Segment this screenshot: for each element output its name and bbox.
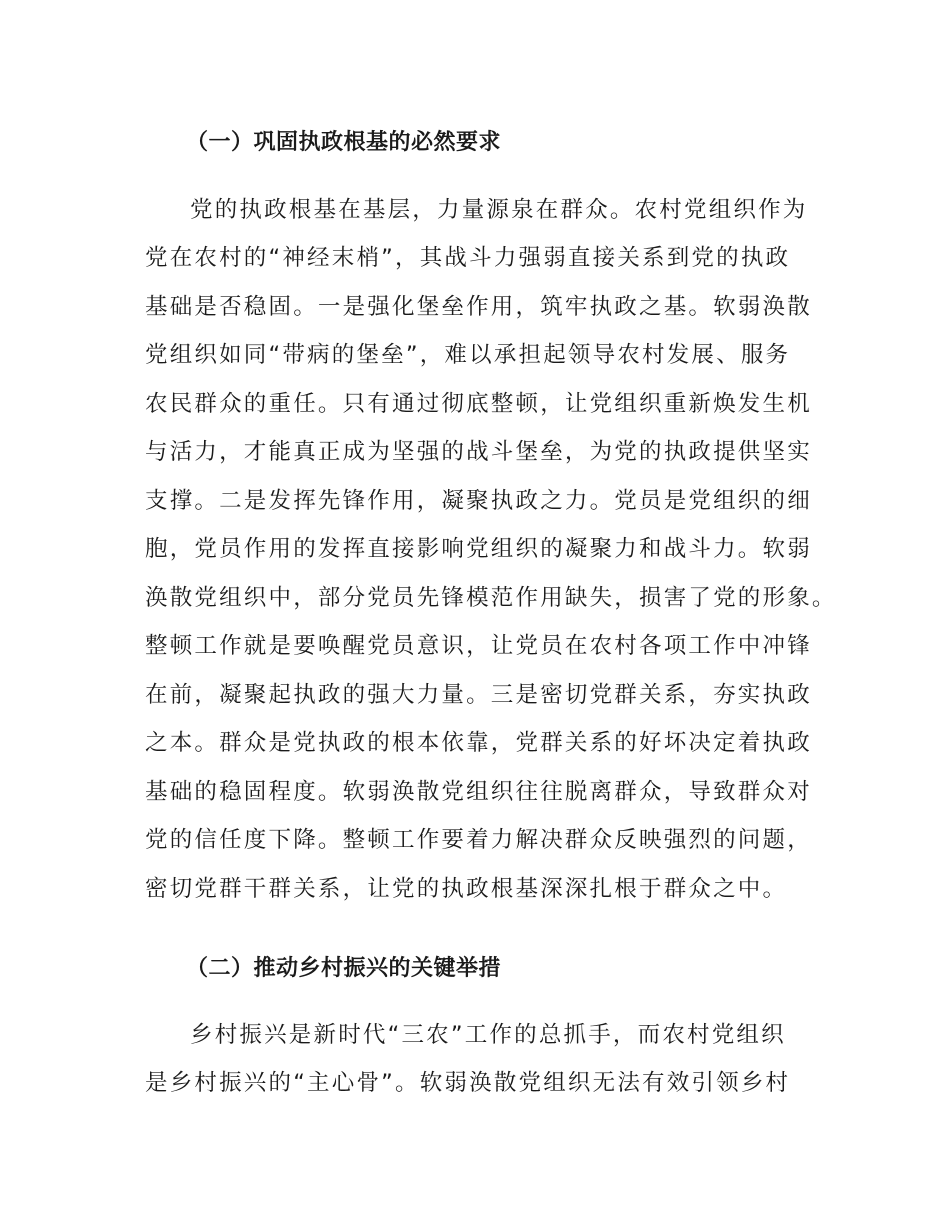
paragraph-line: 党的执政根基在基层，力量源泉在群众。农村党组织作为 — [190, 197, 808, 223]
paragraph-line: 胞，党员作用的发挥直接影响党组织的凝聚力和战斗力。软弱 — [145, 536, 812, 562]
paragraph-line: 基础是否稳固。一是强化堡垒作用，筑牢执政之基。软弱涣散 — [145, 294, 812, 320]
paragraph-line: 党的信任度下降。整顿工作要着力解决群众反映强烈的问题， — [145, 827, 812, 853]
paragraph-line: 涣散党组织中，部分党员先锋模范作用缺失，损害了党的形象。 — [145, 585, 837, 611]
paragraph-line: 在前，凝聚起执政的强大力量。三是密切党群关系，夯实执政 — [145, 682, 812, 708]
paragraph-line: 与活力，才能真正成为坚强的战斗堡垒，为党的执政提供坚实 — [145, 439, 812, 465]
section-heading-1: （一）巩固执政根基的必然要求 — [186, 130, 502, 155]
paragraph-line: 之本。群众是党执政的根本依靠，党群关系的好坏决定着执政 — [145, 730, 812, 756]
paragraph-line: 党在农村的“神经末梢”，其战斗力强弱直接关系到党的执政 — [145, 245, 791, 271]
paragraph-line: 整顿工作就是要唤醒党员意识，让党员在农村各项工作中冲锋 — [145, 633, 812, 659]
paragraph-line: 基础的稳固程度。软弱涣散党组织往往脱离群众，导致群众对 — [145, 779, 812, 805]
paragraph-line: 党组织如同“带病的堡垒”，难以承担起领导农村发展、服务 — [145, 342, 791, 368]
section-heading-2: （二）推动乡村振兴的关键举措 — [186, 956, 502, 981]
paragraph-line: 乡村振兴是新时代“三农”工作的总抓手，而农村党组织 — [190, 1022, 786, 1048]
paragraph-line: 农民群众的重任。只有通过彻底整顿，让党组织重新焕发生机 — [145, 391, 812, 417]
paragraph-line: 密切党群干群关系，让党的执政根基深深扎根于群众之中。 — [145, 876, 788, 902]
paragraph-line: 支撑。二是发挥先锋作用，凝聚执政之力。党员是党组织的细 — [145, 488, 812, 514]
paragraph-line: 是乡村振兴的“主心骨”。软弱涣散党组织无法有效引领乡村 — [145, 1070, 791, 1096]
